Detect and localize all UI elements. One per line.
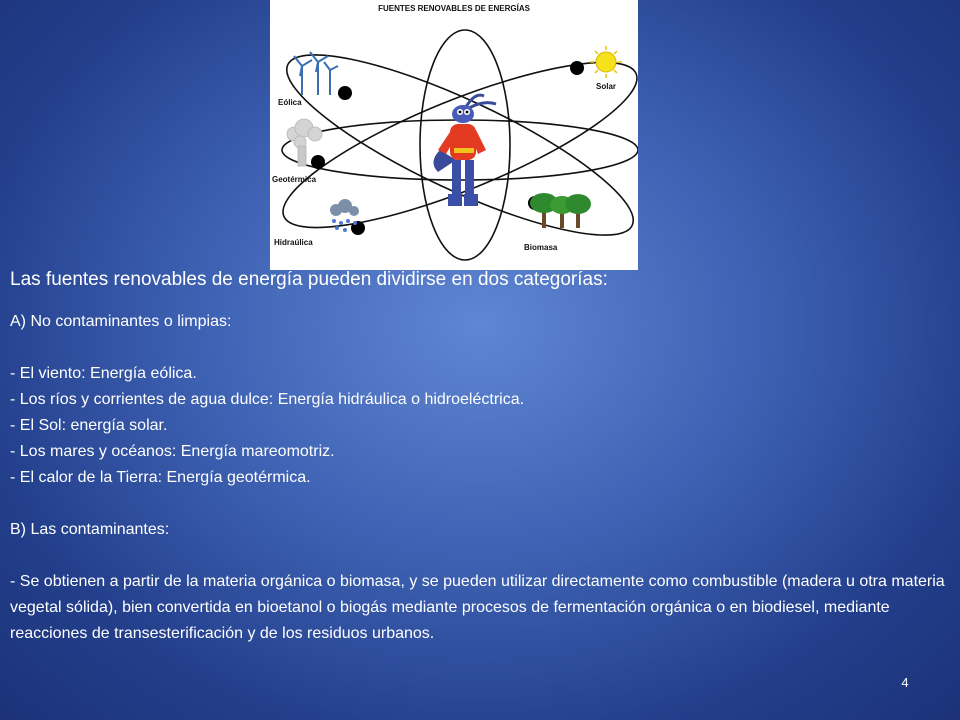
slide-text (10, 265, 950, 647)
label-geotermica: Geotérmica (272, 175, 317, 184)
label-eolica: Eólica (278, 98, 302, 107)
section-b-title: B) Las contaminantes: (10, 521, 170, 538)
superhero-character-icon (433, 95, 496, 206)
section-b-paragraph: - Se obtienen a partir de la materia orgánica o biomasa, y se pueden utilizar directamente como combustible (madera u otra materia vegetal sólida), bien convertida en bioetanol o biogás mediante procesos de fermentación orgánica o en biodiesel, mediante reacciones de transesterificación y de los residuos urbanos. (10, 573, 945, 642)
page-number: 4 (901, 675, 909, 690)
list-item-hidraulica: - Los ríos y corrientes de agua dulce: Energía hidráulica o hidroeléctrica. (10, 391, 525, 408)
renewable-energy-diagram (270, 0, 638, 270)
list-item-eolica: - El viento: Energía eólica. (10, 365, 197, 382)
label-solar: Solar (596, 82, 617, 91)
slide-heading: Las fuentes renovables de energía pueden dividirse en dos categorías: (10, 269, 608, 290)
list-item-mareomotriz: - Los mares y océanos: Energía mareomotriz. (10, 443, 335, 460)
diagram-title: FUENTES RENOVABLES DE ENERGÍAS (378, 4, 530, 13)
label-hidraulica: Hidraúlica (274, 238, 313, 247)
list-item-geotermica: - El calor de la Tierra: Energía geotérmica. (10, 469, 311, 486)
label-biomasa: Biomasa (524, 243, 558, 252)
wind-turbine-icon (294, 52, 338, 95)
section-a-title: A) No contaminantes o limpias: (10, 313, 232, 330)
atom-orbit-diagram (270, 0, 638, 270)
list-item-solar: - El Sol: energía solar. (10, 417, 168, 434)
